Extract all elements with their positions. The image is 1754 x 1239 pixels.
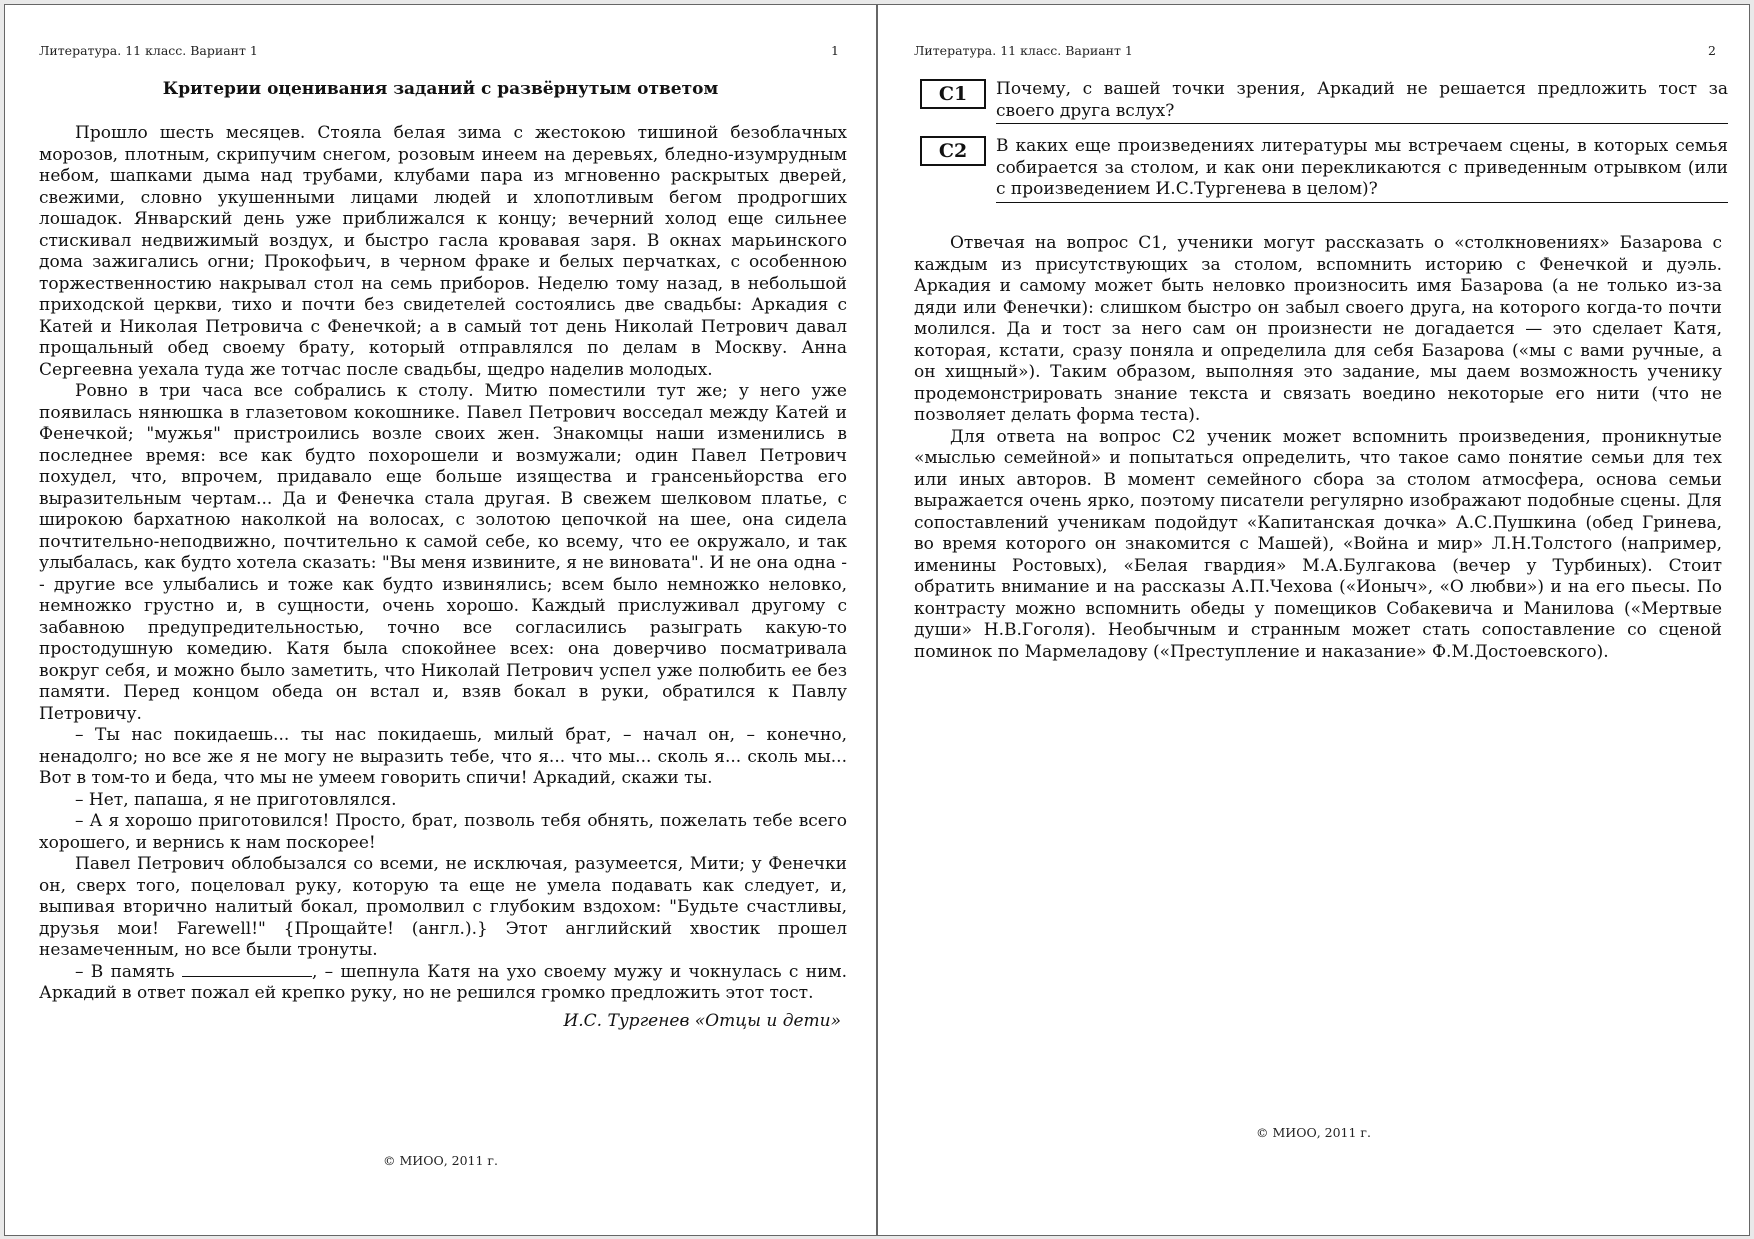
author-signature: И.С. Тургенев «Отцы и дети» bbox=[563, 1010, 841, 1031]
question-c1 bbox=[920, 79, 1728, 124]
page-footer: © МИОО, 2011 г. bbox=[383, 1153, 498, 1168]
answer-criteria bbox=[914, 233, 1722, 663]
fill-in-blank bbox=[182, 963, 312, 977]
paragraph: – Нет, папаша, я не приготовлялся. bbox=[75, 789, 397, 810]
literary-excerpt bbox=[39, 123, 847, 1032]
question-text: Почему, с вашей точки зрения, Аркадий не решается предложить тост за своего друга вслух? bbox=[996, 79, 1728, 124]
page-header: Литература. 11 класс. Вариант 1 bbox=[914, 43, 1133, 58]
question-label-box: С2 bbox=[920, 136, 986, 166]
paragraph: – А я хорошо приготовился! Просто, брат, позволь тебя обнять, пожелать тебе всего хорошего, и вернись к нам поскорее! bbox=[39, 811, 847, 853]
question-c2 bbox=[920, 136, 1728, 203]
page-footer: © МИОО, 2011 г. bbox=[1256, 1125, 1371, 1140]
page-title: Критерии оценивания заданий с развёрнутым ответом bbox=[162, 79, 719, 99]
paragraph-end: , – шепнула Катя на ухо своему мужу и чокнулась с ним. Аркадий в ответ пожал ей крепко руку, но не решился громко предложить этот тост. bbox=[39, 961, 847, 1003]
page-number: 2 bbox=[1708, 43, 1716, 58]
paragraph: Прошло шесть месяцев. Стояла белая зима с жестокою тишиной безоблачных морозов, плотным, скрипучим снегом, розовым инеем на деревьях, бледно-изумрудным небом, шапками дыма над трубами, клубами пара из мгновенно раскрытых дверей, свежими, словно укушенными лицами людей и хлопотливым бегом продрогших лошадок. Январский день уже приближался к концу; вечерний холод еще сильнее стискивал недвижимый воздух, и быстро гасла кровавая заря. В окнах марьинского дома зажигались огни; Прокофьич, в черном фраке и белых перчатках, с особенною торжественностию накрывал стол на семь приборов. Неделю тому назад, в небольшой приходской церкви, тихо и почти без свидетелей состоялись две свадьбы: Аркадия с Катей и Николая Петровича с Фенечкой; а в самый тот день Николай Петрович давал прощальный обед своему брату, который отправлялся по делам в Москву. Анна Сергеевна уехала туда же тотчас после свадьбы, щедро наделив молодых. bbox=[39, 123, 847, 380]
paragraph: Ровно в три часа все собрались к столу. Митю поместили тут же; у него уже появилась нянюшка в глазетовом кокошнике. Павел Петрович восседал между Катей и Фенечкой; "мужья" пристроились возле своих жен. Знакомцы наши изменились в последнее время: все как будто похорошели и возмужали; один Павел Петрович похудел, что, впрочем, придавало еще больше изящества и грансеньйорства его выразительным чертам... Да и Фенечка стала другая. В свежем шелковом платье, с широкою бархатною наколкой на волосах, с золотою цепочкой на шее, она сидела почтительно-неподвижно, почтительно к самой себе, ко всему, что ее окружало, и так улыбалась, как будто хотела сказать: "Вы меня извините, я не виновата". И не она одна -- другие все улыбались и тоже как будто извинялись; всем было немножко неловко, немножко грустно и, в сущности, очень хорошо. Каждый прислуживал другому с забавною предупредительностью, точно все согласились разыграть какую-то простодушную комедию. Катя была спокойнее всех: она доверчиво посматривала вокруг себя, и можно было заметить, что Николай Петрович успел уже полюбить ее без памяти. Перед концом обеда он встал и, взяв бокал в руки, обратился к Павлу Петровичу. bbox=[39, 381, 847, 724]
question-text: В каких еще произведениях литературы мы встречаем сцены, в которых семья собирается за столом, и как они перекликаются с приведенным отрывком (или с произведением И.С.Тургенева в целом)? bbox=[996, 136, 1728, 203]
document-page-2 bbox=[877, 4, 1750, 1236]
page-header: Литература. 11 класс. Вариант 1 bbox=[39, 43, 258, 58]
paragraph-start: – В память bbox=[75, 961, 175, 982]
paragraph: Павел Петрович облобызался со всеми, не исключая, разумеется, Мити; у Фенечки он, сверх того, поцеловал руку, которую та еще не умела подавать как следует, и, выпивая вторично налитый бокал, промолвил с глубоким вздохом: "Будьте счастливы, друзья мои! Farewell!" {Прощайте! (англ.).} Этот английский хвостик прошел незамеченным, но все были тронуты. bbox=[39, 854, 847, 960]
paragraph: Для ответа на вопрос С2 ученик может вспомнить произведения, проникнутые «мыслью семейной» и попытаться определить, что такое само понятие семьи для тех или иных авторов. В момент семейного сбора за столом атмосфера, основа семьи выражается очень ярко, поэтому писатели регулярно изображают подобные сцены. Для сопоставлений ученикам подойдут «Капитанская дочка» А.С.Пушкина (обед Гринева, во время которого он знакомится с Машей), «Война и мир» Л.Н.Толстого (например, именины Ростовых), «Белая гвардия» М.А.Булгакова (вечер у Турбиных). Стоит обратить внимание и на рассказы А.П.Чехова («Ионыч», «О любви») и на его пьесы. По контрасту можно вспомнить обеды у помещиков Собакевича и Манилова («Мертвые души» Н.В.Гоголя). Необычным и странным может стать сопоставление со сценой поминок по Мармеладову («Преступление и наказание» Ф.М.Достоевского). bbox=[914, 426, 1722, 662]
paragraph: Отвечая на вопрос С1, ученики могут рассказать о «столкновениях» Базарова с каждым из присутствующих за столом, вспомнить историю с Фенечкой и дуэль. Аркадия и самому может быть неловко произносить имя Базарова (а не только из-за дяди или Фенечки): слишком быстро он забыл своего друга, на которого когда-то почти молился. Да и тост за него сам он произнести не догадается — это сделает Катя, которая, кстати, сразу поняла и определила для себя Базарова («мы с вами ручные, а он хищный»). Таким образом, выполняя это задание, мы даем возможность ученику продемонстрировать знание текста и связать воедино некоторые его нити (что не позволяет делать форма теста). bbox=[914, 233, 1722, 425]
page-number: 1 bbox=[831, 43, 839, 58]
document-page-1 bbox=[4, 4, 877, 1236]
question-label-box: С1 bbox=[920, 79, 986, 109]
paragraph: – Ты нас покидаешь... ты нас покидаешь, милый брат, – начал он, – конечно, ненадолго; но все же я не могу не выразить тебе, что я... что мы... сколь я... сколь мы... Вот в том-то и беда, что мы не умеем говорить спичи! Аркадий, скажи ты. bbox=[39, 725, 847, 788]
paragraph bbox=[39, 962, 847, 1005]
